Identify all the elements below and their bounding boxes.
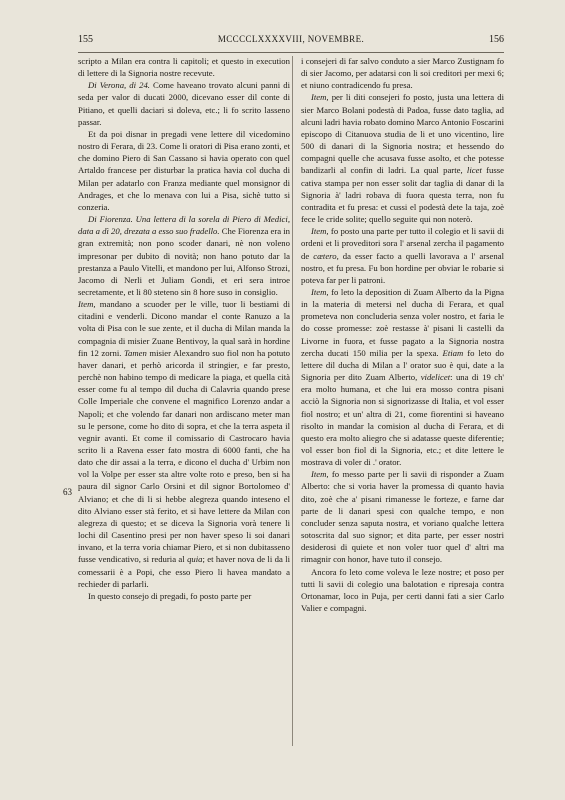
paragraph: Ancora fo leto come voleva le leze nostre; et poso per tutti li savii di colegio una balotation e ripresaja contra Ortonamar, loco in Puja, per certi danni fati a sier Carlo Valier e compagni. [301,566,504,614]
paragraph: Di Fiorenza. Una lettera di la sorela di Piero di Medici, data a dì 20, drezata a esso suo fradello. Che Fiorenza era in gran extremità; non pono scoder danari, nè non voleno impresonar per dubito di novità; non hano potuto dar la prestanza a Paulo Vitelli, et mandono per lui, Alfonso Strozi, Jacomo di Nerli et Juliam Gondi, et eri sera introe secretamente, et li 80 steteno sin 8 hore suso in consiglio. [78,214,291,297]
paragraph-heading: Tamen [123,347,147,358]
paragraph-heading: Item, [311,226,329,237]
paragraph-heading: videlicet [420,372,451,383]
paragraph: i consejeri di far salvo conduto a sier Marco Zustignam fo di sier Jacomo, per adatarsi con li soi creditori per mexi 6; et niuno contradicendo fu presa. [301,56,504,91]
paragraph-heading: Item, [78,299,96,310]
paragraph: Et da poi disnar in pregadi vene lettere dil vicedomino nostro di Ferara, di 23. Come li oratori di Pisa erano zonti, et che domino Piero di San Cassano si havia operato con quel Artaldo francese per disturbar la pratica havia col ducha di Milan per adatarlo con Franza mediante quel monsignor di Andrages, et che lo menava con lui a Pisa, sichè tutto si conzeria. [78,128,290,212]
left-column [78,55,290,602]
paragraph: Item, per li diti consejeri fo posto, justa una lettera di sier Marco Bolani podestà di Padoa, fusse dato taglia, ad alcuni ladri havia robato domino Marco Antonio Foscarini episcopo di Citanuova studia de li et uno vicentino, lire 500 di danari di la Signoria nostra; et hessendo do compagni quelle che acusava fusse asolto, et che potesse bandizarli al confin di ladri. La qual parte, licet fusse cativa stampa per non esser solit dar taglia di danar di la Signoria à' ladri robava di fuora questa terra, non fu contradita et fu presa: et cussi el podestà dete la taja, zoè fece le cride solite; quello seguite qui non noterò. [301,92,505,225]
paragraph: Item, fo messo parte per li savii di risponder a Zuam Alberto: che si voria haver la promessa di quanto havia dito, zoè che a' pisani rimanesse le forteze, e farne dar parte de li danari spesi con qualche tempo, e non concluder senza saputa nostra, et voriano qualche lettera sotoscrita dal suo signor; et dita parte, per esser nostri desiderosi di quiete et non voler tuor quel d' altri ma rimagnir con honor, have tuto il consejo. [301,469,504,565]
paragraph-heading: Item, [311,286,329,297]
paragraph-heading: cætero, [313,250,339,261]
paragraph-heading: Di Fiorenza. Una lettera di la sorela di Piero di Medici, data a dì 20, drezata a esso suo fradello. [78,214,290,237]
page-number-left: 155 [78,34,93,45]
paragraph-heading: quia [187,554,203,565]
right-column [301,55,504,614]
running-header [78,34,504,48]
paragraph: Item, fo posto una parte per tutto il colegio et li savii di ordeni et li proveditori sora l' arsenal zercha il pagamento de cætero, da esser facto a quelli lavorava a l' arsenal nostro, et fu presa. Fu bon hordine per obviar le robarie si poteva far per li patroni. [301,226,504,285]
paragraph-heading: licet [466,165,482,176]
running-title: MCCCCLXXXXVIII, NOVEMBRE. [217,34,365,44]
margin-note: 63 [63,487,72,497]
paragraph: Item, mandano a scuoder per le ville, tuor li bestiami di citadini e venderli. Dicono mandar el conte Ranuzo a la volta di Pisa con le sue zente, et il ducha di Milan manda la compagnia di misier Zuane Bentivoy, la qual sarà in hordine fin 12 zorni. Tamen misier Alexandro suo fiol non ha potuto haver danari, et perhò aricorda il stringier, e far presto, perchè non habino tempo di medicare la piaga, et quella cità esser come fu al tempo dil ducha di Calavria quando prese Colle Imperiale che convene el magnifico Lorenzo andar a Napoli; et che volendo far danari non ardiscano meter man su le persone, come ho dito di sopra, et che la terra aspeta il vegnir avanti. Et come il comissario di Castrocaro havia scrito li a Ravena esser fato mostra di 6000 fanti, che ha dato che dir assai a la terra, e dicono el ducha d' Urbim non vol la Volpe per esser sta altre volte roto e preso, ben si ha paura dil signor Carlo Orsini et dil signor Bortolomeo d' Alviano; et che di li si hebbe alegreza quando inteseno el dito Alviano esser stà ferito, et si have lettere da Milan con alegreza di questo; et se diceva la Signoria vorà tenere li lochi dil Casentino presi per non haver speso li soi danari invano, et la terra voria chiamar Piero, et si non dubitasseno fusse vendicativo, si reduria al quia; et haver nova de li da li comessarii è a Popi, che esso Piero li havea mandato a rechieder di parlarli. [78,299,291,589]
paragraph: scripto a Milan era contra li capitoli; et questo in execution di lettere di la Signoria nostre recevute. [78,56,290,79]
paragraph: Di Verona, di 24. Come haveano trovato alcuni panni di seda per valor di ducati 2000, dicevano esser dil conte di Pitiano, et quelli daciari si doleva, etc.; li fo scrito lasseno passar. [78,80,290,127]
header-rule [78,52,504,53]
paragraph-heading: Item, [311,92,329,103]
page-number-right: 156 [489,34,504,45]
column-divider [292,56,293,746]
paragraph: Item, fo leto la deposition di Zuam Alberto da la Pigna in la materia di metersi nel ducha di Ferara, et qual prometeva non concluderia senza voler nostro, et faria le do cosse promesse: zoè restasse à' pisani li castelli da Livorne in fuora, et fusse pagato a la Signoria nostra zercha ducati 150 milia per la spexa. Etiam fo leto do lettere dil ducha di Milan a l' orator suo è qui, date a la Signoria per dito Zuam Alberto, videlicet: una di 19 ch' era molto humana, et che lui era mosso contra pisani acciò la Signoria non si signorizasse di Italia, et vol esser fiol nostro; et un' altra di 21, come fiorentini si haveano risolto in mandar la comision al ducha di Ferara, et di questo era molto aliegro che si adatasse queste diferentie; vol esser bon fiol di la Signoria, etc.; et dite lettere le mostrava di voler di .' orator. [301,286,505,468]
paragraph-heading: Item, [311,469,329,480]
paragraph: In questo consejo di pregadi, fo posto parte per [88,590,252,601]
paragraph-heading: Etiam [442,347,464,358]
paragraph-heading: Di Verona, di 24. [88,80,150,91]
